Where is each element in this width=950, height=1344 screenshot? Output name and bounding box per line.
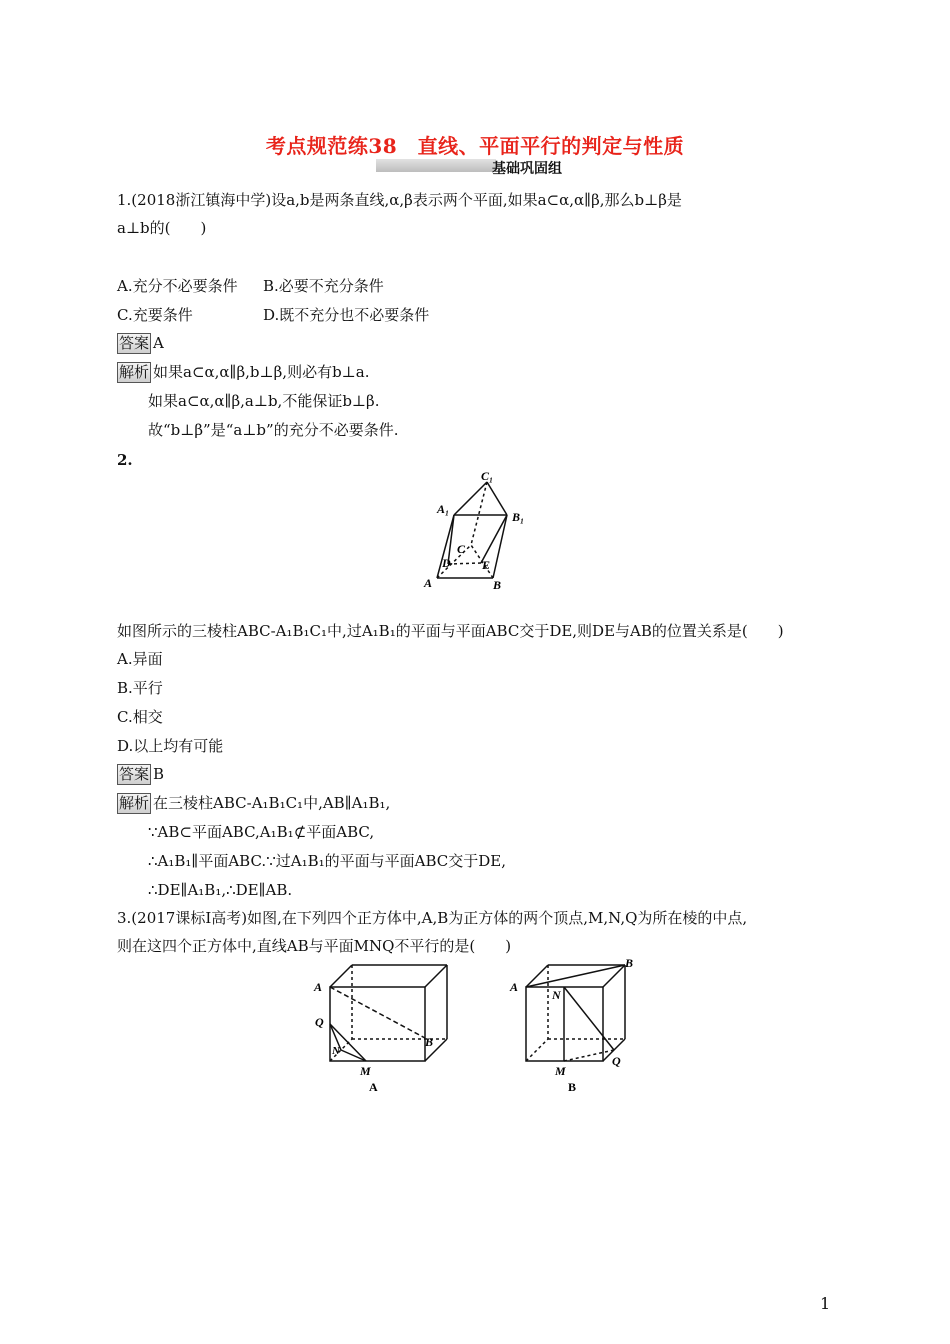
analysis-tag: 解析 (119, 794, 150, 812)
q3-stem-line1: 3.(2017课标Ⅰ高考)如图,在下列四个正方体中,A,B为正方体的两个顶点,M,N,Q为所在棱的中点, (117, 909, 748, 927)
page-number: 1 (820, 1294, 831, 1313)
q2-analysis-1: 在三棱柱ABC-A₁B₁C₁中,AB∥A₁B₁, (153, 794, 391, 812)
q1-analysis-3: 故“b⊥β”是“a⊥b”的充分不必要条件. (148, 421, 399, 439)
label-n: N (552, 988, 561, 1002)
label-c: C (457, 542, 466, 556)
q2-option-b: B.平行 (117, 679, 163, 697)
label-n: N (332, 1045, 340, 1057)
section-heading: 基础巩固组 (492, 161, 562, 177)
q1-option-d: D.既不充分也不必要条件 (263, 306, 430, 324)
label-b: B (425, 1035, 434, 1049)
label-q: Q (612, 1054, 621, 1068)
q2-option-c: C.相交 (117, 708, 163, 726)
q2-stem: 如图所示的三棱柱ABC-A₁B₁C₁中,过A₁B₁的平面与平面ABC交于DE,则DE与AB的位置关系是( ) (117, 622, 784, 640)
q2-option-d: D.以上均有可能 (117, 737, 224, 755)
label-e: E (482, 558, 491, 572)
q2-analysis-3: ∴A₁B₁∥平面ABC.∵过A₁B₁的平面与平面ABC交于DE, (148, 852, 506, 870)
q1-analysis-row (117, 361, 370, 383)
label-b1: B₁ (512, 510, 525, 524)
q1-option-b: B.必要不充分条件 (263, 277, 384, 295)
label-a: A (314, 980, 323, 994)
label-b: B (625, 956, 634, 970)
label-d: D (442, 556, 451, 570)
q2-analysis-row (117, 792, 390, 814)
prism-figure (420, 465, 540, 595)
q1-answer: A (153, 334, 164, 352)
q1-analysis-2: 如果a⊂α,α∥β,a⊥b,不能保证b⊥β. (148, 392, 380, 410)
label-q: Q (315, 1015, 324, 1029)
q1-stem-line2: a⊥b的( ) (117, 219, 207, 237)
q2-answer: B (153, 765, 165, 783)
label-b: B (493, 578, 502, 592)
answer-tag: 答案 (119, 334, 150, 352)
label-m: M (360, 1064, 371, 1078)
q2-analysis-2: ∵AB⊂平面ABC,A₁B₁⊄平面ABC, (148, 823, 375, 841)
section-bar (376, 159, 496, 172)
label-m: M (555, 1064, 566, 1078)
q3-stem-line2: 则在这四个正方体中,直线AB与平面MNQ不平行的是( ) (117, 937, 512, 955)
q1-option-a: A.充分不必要条件 (117, 277, 238, 295)
label-a: A (424, 576, 433, 590)
cube-figure-b (500, 955, 650, 1095)
q1-analysis-1: 如果a⊂α,α∥β,b⊥β,则必有b⊥a. (153, 363, 370, 381)
q2-answer-row (117, 763, 164, 785)
analysis-tag: 解析 (119, 363, 150, 381)
q1-stem-line1: 1.(2018浙江镇海中学)设a,b是两条直线,α,β表示两个平面,如果a⊂α,α∥β,那么b⊥β是 (117, 191, 682, 209)
q2-analysis-4: ∴DE∥A₁B₁,∴DE∥AB. (148, 881, 293, 899)
label-a1: A₁ (437, 502, 450, 516)
figure-caption-a: A (369, 1080, 378, 1094)
label-c1: C₁ (481, 469, 494, 483)
cube-figure-a (300, 955, 450, 1095)
label-a: A (510, 980, 519, 994)
q1-answer-row (117, 332, 164, 354)
answer-tag: 答案 (119, 765, 150, 783)
q1-option-c: C.充要条件 (117, 306, 193, 324)
q2-option-a: A.异面 (117, 650, 163, 668)
figure-caption-b: B (568, 1080, 577, 1094)
q2-number: 2. (117, 451, 133, 469)
page-title: 考点规范练38 直线、平面平行的判定与性质 (265, 134, 685, 158)
